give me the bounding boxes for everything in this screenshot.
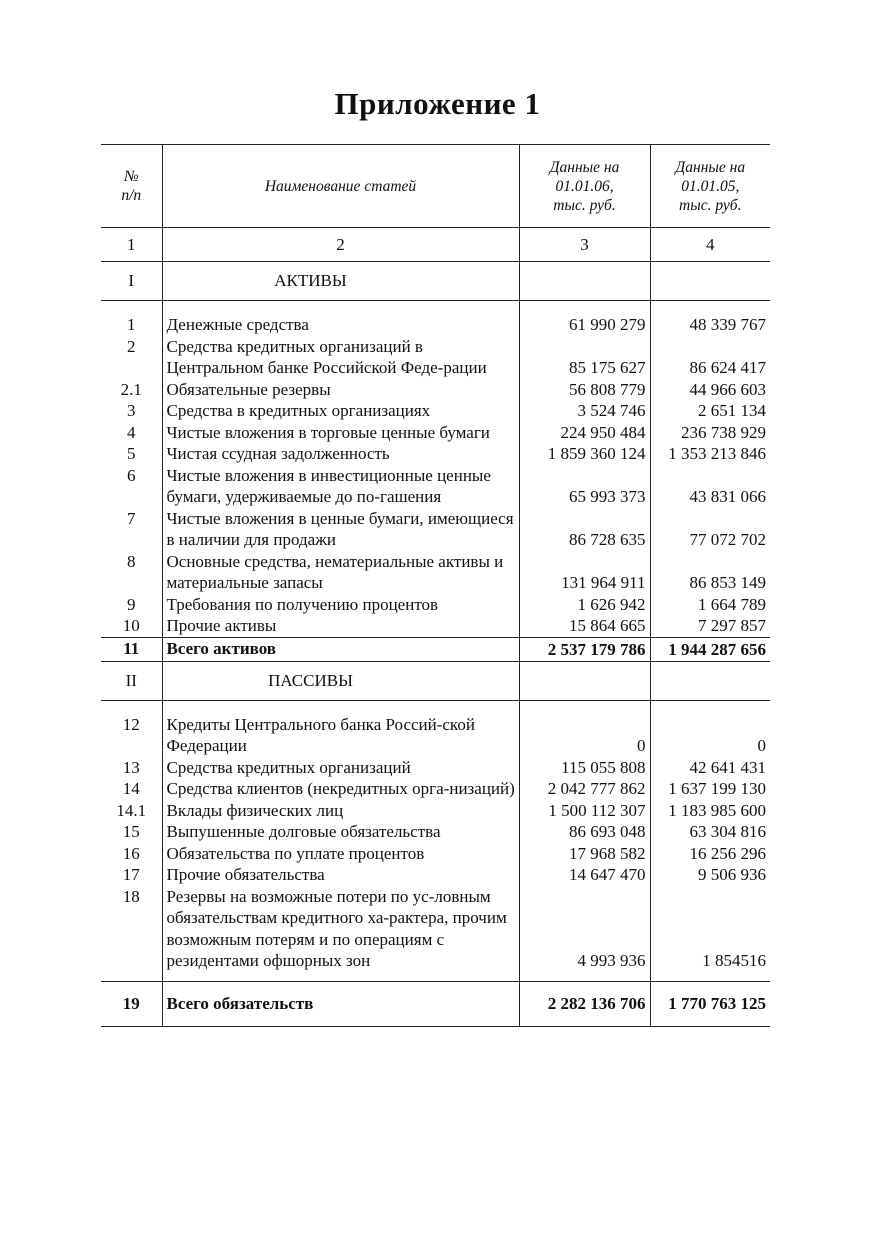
assets-rows xyxy=(101,314,770,637)
row-name: Чистые вложения в ценные бумаги, имеющиеся в наличии для продажи xyxy=(162,508,519,551)
table-row xyxy=(101,400,770,422)
row-number: 9 xyxy=(127,594,136,614)
section-assets-title: АКТИВЫ xyxy=(162,262,519,301)
table-row xyxy=(101,800,770,822)
header-col-2006-line-2: 01.01.06, xyxy=(555,177,614,195)
liabilities-total-2006: 2 282 136 706 xyxy=(519,981,650,1026)
row-value-2005: 63 304 816 xyxy=(650,821,770,843)
row-value-2005: 42 641 431 xyxy=(650,757,770,779)
row-value-2006: 3 524 746 xyxy=(519,400,650,422)
row-name: Обязательства по уплате процентов xyxy=(162,843,519,865)
row-value-2006: 56 808 779 xyxy=(519,379,650,401)
page-title: Приложение 1 xyxy=(334,86,541,121)
row-number: 7 xyxy=(127,508,136,528)
row-value-2005: 77 072 702 xyxy=(650,508,770,551)
row-number: 10 xyxy=(122,616,140,635)
row-value-2005: 44 966 603 xyxy=(650,379,770,401)
row-value-2005: 86 853 149 xyxy=(650,551,770,594)
row-value-2006: 224 950 484 xyxy=(519,422,650,444)
row-value-2006: 0 xyxy=(519,714,650,757)
header-row xyxy=(101,145,770,228)
row-value-2006: 14 647 470 xyxy=(519,864,650,886)
row-name: Кредиты Центрального банка Россий-ской Федерации xyxy=(162,714,519,757)
row-number: 13 xyxy=(122,757,140,777)
row-name: Средства кредитных организаций в Центральном банке Российской Феде-рации xyxy=(162,336,519,379)
row-number: 14.1 xyxy=(116,800,147,820)
table-row xyxy=(101,379,770,401)
row-name: Средства клиентов (некредитных орга-низаций) xyxy=(162,778,519,800)
row-name: Основные средства, нематериальные активы и материальные запасы xyxy=(162,551,519,594)
row-value-2006: 15 864 665 xyxy=(519,615,650,637)
liabilities-total-2005: 1 770 763 125 xyxy=(650,981,770,1026)
liabilities-total-row xyxy=(101,981,770,1026)
row-name: Требования по получению процентов xyxy=(162,594,519,616)
row-value-2006: 86 728 635 xyxy=(519,508,650,551)
table-row xyxy=(101,314,770,336)
row-value-2006: 4 993 936 xyxy=(519,886,650,972)
header-col-num-line-1: № xyxy=(123,168,139,185)
row-value-2006: 65 993 373 xyxy=(519,465,650,508)
spacer-row xyxy=(101,700,770,714)
row-name: Средства кредитных организаций xyxy=(162,757,519,779)
row-value-2005: 1 183 985 600 xyxy=(650,800,770,822)
column-number-4: 4 xyxy=(650,228,770,262)
header-col-2005 xyxy=(650,145,770,228)
section-assets-empty-1 xyxy=(519,262,650,301)
liabilities-total-label: Всего обязательств xyxy=(162,981,519,1026)
row-number: 12 xyxy=(122,714,140,734)
table-row xyxy=(101,336,770,379)
header-col-num-line-2: п/п xyxy=(121,187,142,204)
table-row xyxy=(101,615,770,637)
row-number: 2 xyxy=(127,336,136,356)
table-row xyxy=(101,714,770,757)
row-value-2006: 61 990 279 xyxy=(519,314,650,336)
row-value-2005: 1 637 199 130 xyxy=(650,778,770,800)
table-row xyxy=(101,821,770,843)
row-number: 18 xyxy=(122,886,140,906)
column-number-2: 2 xyxy=(162,228,519,262)
section-liabilities-title: ПАССИВЫ xyxy=(162,661,519,700)
assets-total-label: Всего активов xyxy=(162,637,519,661)
section-liabilities-number: II xyxy=(101,661,162,700)
row-name: Денежные средства xyxy=(162,314,519,336)
section-liabilities-row xyxy=(101,661,770,700)
row-value-2005: 43 831 066 xyxy=(650,465,770,508)
assets-total-2006: 2 537 179 786 xyxy=(519,637,650,661)
row-value-2005: 236 738 929 xyxy=(650,422,770,444)
row-value-2005: 1 664 789 xyxy=(650,594,770,616)
row-number: 16 xyxy=(122,843,140,863)
row-name: Чистая ссудная задолженность xyxy=(162,443,519,465)
row-name: Вклады физических лиц xyxy=(162,800,519,822)
row-number: 1 xyxy=(127,315,136,334)
column-number-1: 1 xyxy=(101,228,162,262)
row-value-2006: 85 175 627 xyxy=(519,336,650,379)
row-name: Средства в кредитных организациях xyxy=(162,400,519,422)
column-number-3: 3 xyxy=(519,228,650,262)
row-value-2005: 1 854516 xyxy=(650,886,770,972)
row-value-2006: 115 055 808 xyxy=(519,757,650,779)
row-value-2005: 7 297 857 xyxy=(650,615,770,637)
row-value-2006: 1 626 942 xyxy=(519,594,650,616)
row-number: 17 xyxy=(122,865,140,884)
table-row xyxy=(101,465,770,508)
assets-total-2005: 1 944 287 656 xyxy=(650,637,770,661)
header-col-num xyxy=(101,145,162,228)
table-row xyxy=(101,508,770,551)
liabilities-rows xyxy=(101,714,770,972)
table-row xyxy=(101,422,770,444)
liabilities-total-number: 19 xyxy=(101,981,162,1026)
row-name: Резервы на возможные потери по ус-ловным обязательствам кредитного ха-рактера, прочим возможным потерям и по операциям с резидентами офшорных зон xyxy=(162,886,519,972)
row-name: Чистые вложения в торговые ценные бумаги xyxy=(162,422,519,444)
table-row xyxy=(101,594,770,616)
row-name: Чистые вложения в инвестиционные ценные бумаги, удерживаемые до по-гашения xyxy=(162,465,519,508)
section-liabilities-empty-2 xyxy=(650,661,770,700)
section-assets-empty-2 xyxy=(650,262,770,301)
table-row xyxy=(101,886,770,972)
table-row xyxy=(101,843,770,865)
spacer-row xyxy=(101,972,770,982)
row-number: 3 xyxy=(127,401,136,420)
row-value-2005: 1 353 213 846 xyxy=(650,443,770,465)
header-col-2005-line-3: тыс. руб. xyxy=(679,196,742,214)
balance-table xyxy=(101,144,770,1027)
row-number: 4 xyxy=(127,422,136,442)
row-value-2006: 131 964 911 xyxy=(519,551,650,594)
section-liabilities-empty-1 xyxy=(519,661,650,700)
section-assets-row xyxy=(101,262,770,301)
row-value-2005: 9 506 936 xyxy=(650,864,770,886)
row-value-2006: 1 859 360 124 xyxy=(519,443,650,465)
row-name: Прочие обязательства xyxy=(162,864,519,886)
table-row xyxy=(101,551,770,594)
row-name: Прочие активы xyxy=(162,615,519,637)
row-value-2005: 48 339 767 xyxy=(650,314,770,336)
row-number: 14 xyxy=(122,779,140,798)
header-col-2006-line-1: Данные на xyxy=(549,158,620,176)
row-value-2006: 2 042 777 862 xyxy=(519,778,650,800)
table-row xyxy=(101,443,770,465)
row-number: 8 xyxy=(127,551,136,571)
row-value-2006: 17 968 582 xyxy=(519,843,650,865)
row-number: 5 xyxy=(127,444,136,463)
header-col-2005-line-1: Данные на xyxy=(675,158,746,176)
table-row xyxy=(101,778,770,800)
header-col-name: Наименование статей xyxy=(162,145,519,228)
header-col-2005-line-2: 01.01.05, xyxy=(681,177,740,195)
row-number: 6 xyxy=(127,465,136,485)
column-numbers-row xyxy=(101,228,770,262)
row-name: Обязательные резервы xyxy=(162,379,519,401)
assets-total-number: 11 xyxy=(101,637,162,661)
assets-total-row xyxy=(101,637,770,661)
row-value-2006: 86 693 048 xyxy=(519,821,650,843)
spacer-row xyxy=(101,301,770,315)
row-value-2006: 1 500 112 307 xyxy=(519,800,650,822)
row-name: Выпушенные долговые обязательства xyxy=(162,821,519,843)
table-row xyxy=(101,757,770,779)
row-value-2005: 0 xyxy=(650,714,770,757)
section-assets-number: I xyxy=(101,262,162,301)
header-col-2006-line-3: тыс. руб. xyxy=(553,196,616,214)
row-number: 2.1 xyxy=(120,379,142,399)
header-col-2006 xyxy=(519,145,650,228)
row-value-2005: 16 256 296 xyxy=(650,843,770,865)
table-row xyxy=(101,864,770,886)
row-value-2005: 2 651 134 xyxy=(650,400,770,422)
row-number: 15 xyxy=(122,822,140,841)
row-value-2005: 86 624 417 xyxy=(650,336,770,379)
